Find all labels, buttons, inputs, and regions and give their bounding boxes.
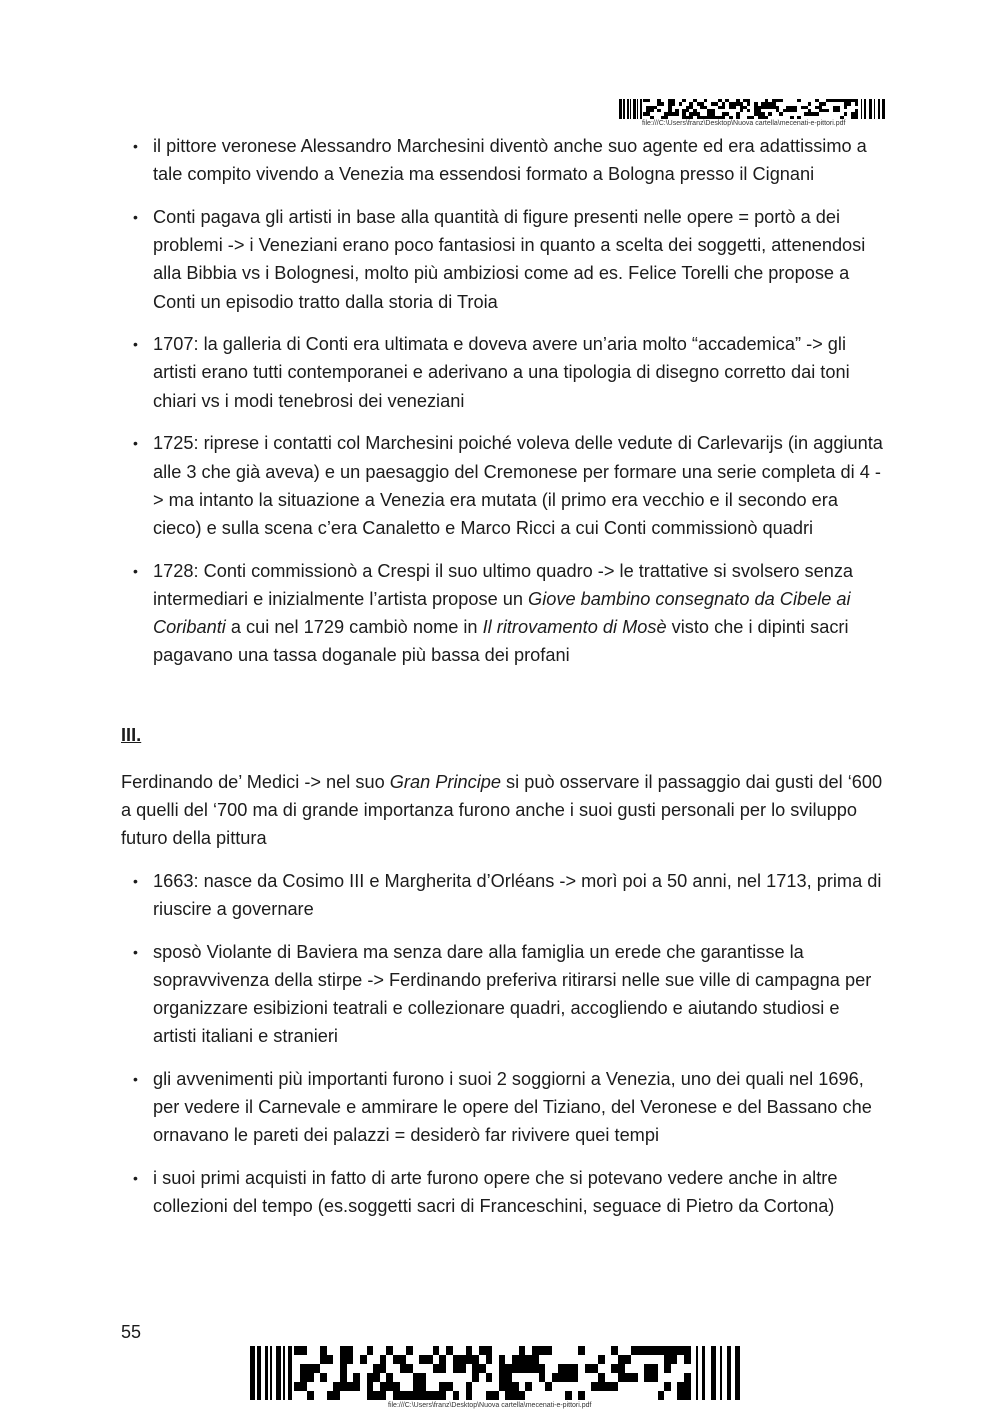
list-item-text [153,942,871,1047]
text-run: si può osservare il passaggio dai gusti del ‘600 a quelli del ‘700 ma di grande importanza furono anche i suoi gusti personali per lo sviluppo futuro della pittura [121,771,883,849]
text-run: i suoi primi acquisti in fatto di arte furono opere che si potevano vedere anche in altre collezioni del tempo (es.soggetti sacri di Franceschini, seguace di Pietro da Cortona) [153,1168,838,1217]
list-item [121,330,886,415]
text-run: 1728: Conti commissionò a Crespi il suo ultimo quadro -> le trattative si svolsero senza intermediari e inizialmente l’artista propose un [153,560,854,609]
list-item [121,938,886,1051]
list-item-text [153,207,865,312]
list-item-text [153,871,881,919]
text-run: gli avvenimenti più importanti furono i suoi 2 soggiorni a Venezia, uno dei quali nel 1696, per vedere il Carnevale e ammirare le opere del Tiziano, del Veronese e del Bassano che ornavano le pareti dei palazzi = desiderò far rivivere quei tempi [153,1068,872,1146]
list-item-text [153,1069,872,1145]
text-run: sposò Violante di Baviera ma senza dare alla famiglia un erede che garantisse la sopravvivenza della stirpe -> Ferdinando preferiva ritirarsi nelle sue ville di campagna per organizzare esibizioni teatrali e collezionare quadri, accogliendo e aiutando studiosi e artisti italiani e stranieri [153,941,872,1047]
italic-title: Il ritrovamento di Mosè [482,617,667,638]
text-run: 1725: riprese i contatti col Marchesini poiché voleva delle vedute di Carlevarijs (in aggiunta alle 3 che già aveva) e un paesaggio del Cremonese per formare una serie completa di 4 -> ma intanto la situazione a Venezia era mutata (il primo era vecchio e il secondo era cieco) e sulla scena c’era Canaletto e Marco Ricci a cui Conti commissionò quadri [153,433,883,538]
list-item [121,867,886,923]
section-intro [121,768,886,853]
list-item-text [153,1168,837,1216]
text-run: a cui nel 1729 cambiò nome in [225,617,483,638]
list-item-text [153,334,850,410]
list-item-text [153,433,883,538]
list-item [121,429,886,542]
list-item-text [153,136,867,184]
text-run: visto che i dipinti sacri pagavano una tassa doganale più bassa dei profani [153,617,849,666]
section-intro-text [121,772,882,848]
bullet-list-ferdinando [121,867,886,1221]
page-number: 55 [121,1322,142,1342]
bullet-list-conti [121,132,886,669]
text-run: Ferdinando de’ Medici -> nel suo [121,771,390,792]
text-run: 1663: nasce da Cosimo III e Margherita d’Orléans -> morì poi a 50 anni, nel 1713, prima di riuscire a governare [153,870,882,919]
list-item [121,557,886,670]
text-run: il pittore veronese Alessandro Marchesini diventò anche suo agente ed era adattissimo a tale compito vivendo a Venezia ma essendosi formato a Bologna presso il Cignani [153,136,867,185]
text-run: Conti pagava gli artisti in base alla quantità di figure presenti nelle opere = portò a dei problemi -> i Veneziani erano poco fantasiosi in quanto a scelta dei soggetti, attenendosi alla Bibbia vs i Bolognesi, molto più ambiziosi come ad es. Felice Torelli che propose a Conti un episodio tratto dalla storia di Troia [153,206,866,312]
list-item [121,132,886,188]
file-path-footer: file:///C:\Users\franz\Desktop\Nuova cartella\mecenati-e-pittori.pdf [388,1402,592,1409]
page-body [121,132,886,1235]
text-run: 1707: la galleria di Conti era ultimata e doveva avere un’aria molto “accademica” -> gli artisti erano tutti contemporanei e aderivano a una tipologia di disegno corretto dai toni chiari vs i modi tenebrosi dei veneziani [153,334,850,411]
italic-title: Gran Principe [389,771,501,792]
barcode-top [619,99,885,119]
section-heading: III. [121,725,142,746]
file-path-header: file:///C:\Users\franz\Desktop\Nuova cartella\mecenati-e-pittori.pdf [642,120,846,127]
list-item [121,1164,886,1220]
list-item-text [153,561,853,666]
list-item [121,1065,886,1150]
italic-title: Giove bambino consegnato da Cibele ai Coribanti [153,588,851,638]
list-item [121,203,886,316]
barcode-bottom [250,1346,740,1400]
